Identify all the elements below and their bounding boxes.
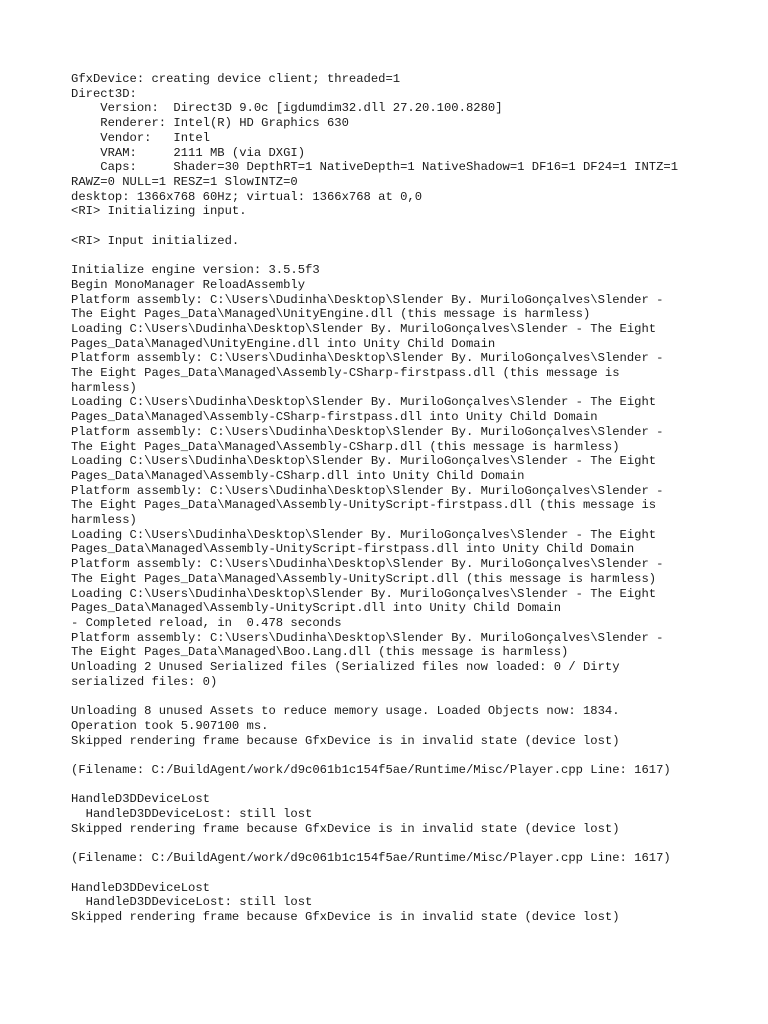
- log-line: Loading C:\Users\Dudinha\Desktop\Slender By. MuriloGonçalves\Slender - The Eight: [71, 454, 657, 469]
- log-line: (Filename: C:/BuildAgent/work/d9c061b1c154f5ae/Runtime/Misc/Player.cpp Line: 1617): [71, 851, 671, 866]
- log-line: Direct3D:: [71, 86, 137, 101]
- log-line: The Eight Pages_Data\Managed\Assembly-CSharp-firstpass.dll (this message is: [71, 366, 620, 381]
- log-line: <RI> Initializing input.: [71, 204, 247, 219]
- log-line: The Eight Pages_Data\Managed\Assembly-UnityScript-firstpass.dll (this message is: [71, 498, 657, 513]
- log-line: - Completed reload, in 0.478 seconds: [71, 615, 342, 630]
- log-line: [71, 836, 731, 851]
- log-line: Renderer: Intel(R) HD Graphics 630: [71, 116, 349, 131]
- log-line: Pages_Data\Managed\Assembly-CSharp.dll into Unity Child Domain: [71, 468, 525, 483]
- log-line: HandleD3DDeviceLost: still lost: [71, 895, 313, 910]
- log-line: Operation took 5.907100 ms.: [71, 718, 269, 733]
- log-line: [71, 219, 731, 234]
- log-line: Initialize engine version: 3.5.5f3: [71, 263, 320, 278]
- log-line: [71, 690, 731, 705]
- log-line: GfxDevice: creating device client; threaded=1: [71, 72, 401, 86]
- log-line: Skipped rendering frame because GfxDevice is in invalid state (device lost): [71, 909, 620, 924]
- log-line: harmless): [71, 380, 137, 395]
- log-line: Version: Direct3D 9.0c [igdumdim32.dll 27.20.100.8280]: [71, 101, 503, 116]
- log-line: [71, 866, 731, 881]
- log-line: serialized files: 0): [71, 674, 218, 689]
- log-line: Platform assembly: C:\Users\Dudinha\Desktop\Slender By. MuriloGonçalves\Slender -: [71, 630, 664, 645]
- log-line: Platform assembly: C:\Users\Dudinha\Desktop\Slender By. MuriloGonçalves\Slender -: [71, 351, 664, 366]
- log-document: [71, 72, 731, 925]
- log-line: Loading C:\Users\Dudinha\Desktop\Slender By. MuriloGonçalves\Slender - The Eight: [71, 586, 657, 601]
- log-line: Begin MonoManager ReloadAssembly: [71, 277, 306, 292]
- log-line: Platform assembly: C:\Users\Dudinha\Desktop\Slender By. MuriloGonçalves\Slender -: [71, 292, 664, 307]
- log-line: Skipped rendering frame because GfxDevice is in invalid state (device lost): [71, 821, 620, 836]
- log-line: Loading C:\Users\Dudinha\Desktop\Slender By. MuriloGonçalves\Slender - The Eight: [71, 321, 657, 336]
- log-line: <RI> Input initialized.: [71, 233, 240, 248]
- log-line: Skipped rendering frame because GfxDevice is in invalid state (device lost): [71, 733, 620, 748]
- log-line: [71, 778, 731, 793]
- log-line: Platform assembly: C:\Users\Dudinha\Desktop\Slender By. MuriloGonçalves\Slender -: [71, 557, 664, 572]
- log-line: RAWZ=0 NULL=1 RESZ=1 SlowINTZ=0: [71, 174, 298, 189]
- log-line: harmless): [71, 513, 137, 528]
- log-line: Platform assembly: C:\Users\Dudinha\Desktop\Slender By. MuriloGonçalves\Slender -: [71, 483, 664, 498]
- log-line: desktop: 1366x768 60Hz; virtual: 1366x768 at 0,0: [71, 189, 423, 204]
- log-line: Platform assembly: C:\Users\Dudinha\Desktop\Slender By. MuriloGonçalves\Slender -: [71, 424, 664, 439]
- log-line: Pages_Data\Managed\Assembly-UnityScript.dll into Unity Child Domain: [71, 601, 562, 616]
- log-line: The Eight Pages_Data\Managed\Assembly-CSharp.dll (this message is harmless): [71, 439, 620, 454]
- log-line: Pages_Data\Managed\UnityEngine.dll into Unity Child Domain: [71, 336, 496, 351]
- log-line: HandleD3DDeviceLost: [71, 880, 210, 895]
- log-line: VRAM: 2111 MB (via DXGI): [71, 145, 306, 160]
- log-line: HandleD3DDeviceLost: [71, 792, 210, 807]
- log-line: The Eight Pages_Data\Managed\Boo.Lang.dll (this message is harmless): [71, 645, 569, 660]
- log-line: Unloading 8 unused Assets to reduce memory usage. Loaded Objects now: 1834.: [71, 704, 620, 719]
- log-line: Unloading 2 Unused Serialized files (Serialized files now loaded: 0 / Dirty: [71, 660, 620, 675]
- log-line: Pages_Data\Managed\Assembly-CSharp-firstpass.dll into Unity Child Domain: [71, 410, 598, 425]
- log-line: Vendor: Intel: [71, 130, 210, 145]
- log-line: The Eight Pages_Data\Managed\Assembly-UnityScript.dll (this message is harmless): [71, 571, 657, 586]
- log-line: Pages_Data\Managed\Assembly-UnityScript-firstpass.dll into Unity Child Domain: [71, 542, 635, 557]
- log-line: Loading C:\Users\Dudinha\Desktop\Slender By. MuriloGonçalves\Slender - The Eight: [71, 527, 657, 542]
- log-line: HandleD3DDeviceLost: still lost: [71, 807, 313, 822]
- log-line: (Filename: C:/BuildAgent/work/d9c061b1c154f5ae/Runtime/Misc/Player.cpp Line: 1617): [71, 762, 671, 777]
- log-line: [71, 748, 731, 763]
- log-line: Caps: Shader=30 DepthRT=1 NativeDepth=1 NativeShadow=1 DF16=1 DF24=1 INTZ=1: [71, 160, 679, 175]
- log-line: The Eight Pages_Data\Managed\UnityEngine.dll (this message is harmless): [71, 307, 591, 322]
- log-line: [71, 248, 731, 263]
- log-line: Loading C:\Users\Dudinha\Desktop\Slender By. MuriloGonçalves\Slender - The Eight: [71, 395, 657, 410]
